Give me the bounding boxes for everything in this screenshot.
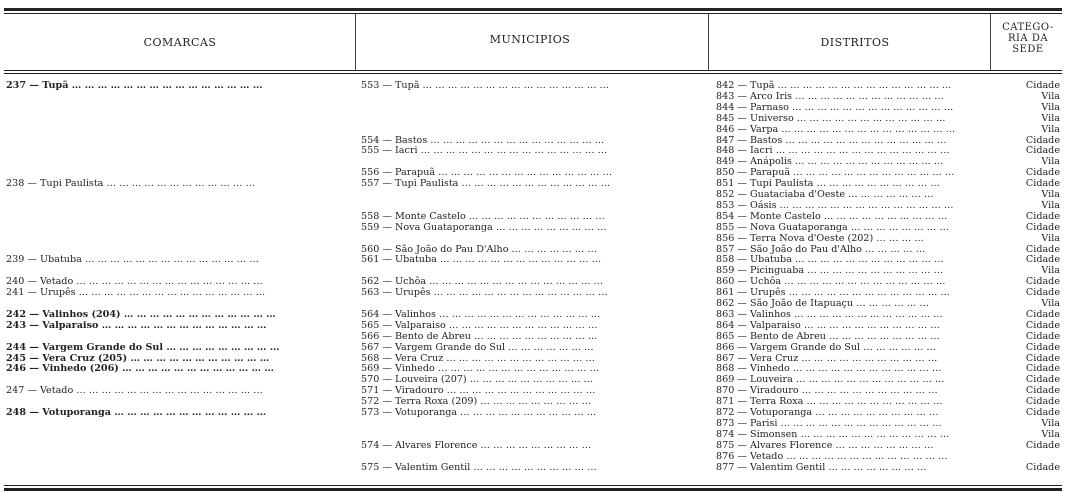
header-rule-2 <box>4 73 1062 74</box>
comarca-entry: 241 — Urupês … … … … … … … … … … … … … … … <box>6 287 266 299</box>
categoria-value: Cidade <box>1025 210 1060 222</box>
comarca-entry: 247 — Vetado … … … … … … … … … … … … … … … <box>6 385 263 397</box>
categoria-value: Cidade <box>1025 439 1060 451</box>
comarca-entry: 242 — Valinhos (204) … … … … … … … … … … … … <box>6 308 276 320</box>
distrito-entry: 862 — São João de Itapuaçu … … … … … … <box>716 298 929 309</box>
header-categoria-line-3: SEDE <box>1012 44 1044 55</box>
categoria-value: Cidade <box>1025 319 1060 331</box>
categoria-value: Cidade <box>1025 167 1060 179</box>
comarca-entry: 243 — Valparaiso … … … … … … … … … … … … … <box>6 319 267 331</box>
comarca-entry: 248 — Votuporanga … … … … … … … … … … … … <box>6 407 267 418</box>
distrito-entry: 877 — Valentim Gentil … … … … … … … … <box>716 461 927 473</box>
municipio-entry: 571 — Viradouro … … … … … … … … … … … … <box>361 385 596 397</box>
distrito-entry: 854 — Monte Castelo … … … … … … … … … … <box>716 210 948 222</box>
distrito-entry: 844 — Parnaso … … … … … … … … … … … … … <box>716 101 954 113</box>
categoria-value: Cidade <box>1025 254 1060 266</box>
municipio-entry: 557 — Tupi Paulista … … … … … … … … … … … … <box>361 178 611 190</box>
distrito-entry: 845 — Universo … … … … … … … … … … … … <box>716 112 946 124</box>
comarca-entry: 237 — Tupã … … … … … … … … … … … … … … … <box>6 80 263 91</box>
municipio-entry: 566 — Bento de Abreu … … … … … … … … … … <box>361 330 598 342</box>
header-comarcas: COMARCAS <box>143 36 217 49</box>
distrito-entry: 865 — Bento de Abreu … … … … … … … … … <box>716 330 940 342</box>
categoria-value: Cidade <box>1025 385 1060 397</box>
distrito-entry: 861 — Urupês … … … … … … … … … … … … … <box>716 287 950 299</box>
municipio-entry: 567 — Vargem Grande do Sul … … … … … … … <box>361 341 594 353</box>
municipio-entry: 574 — Alvares Florence … … … … … … … … … <box>361 439 592 451</box>
municipio-entry: 569 — Vinhedo … … … … … … … … … … … … … <box>361 363 600 375</box>
categoria-value: Cidade <box>1025 80 1060 91</box>
municipio-entry: 559 — Nova Guataporanga … … … … … … … … … <box>361 221 607 233</box>
top-rule-thick <box>4 8 1062 11</box>
distrito-entry: 857 — São João do Pau d'Alho … … … … … <box>716 243 926 255</box>
distrito-entry: 870 — Viradouro … … … … … … … … … … … <box>716 385 938 397</box>
municipio-entry: 565 — Valparaiso … … … … … … … … … … … … <box>361 319 598 331</box>
categoria-value: Vila <box>1041 428 1060 440</box>
municipio-entry: 563 — Urupês … … … … … … … … … … … … … … <box>361 287 608 299</box>
categoria-value: Vila <box>1041 90 1060 102</box>
comarca-entry: 240 — Vetado … … … … … … … … … … … … … … … <box>6 276 263 288</box>
categoria-value: Vila <box>1041 298 1060 309</box>
municipio-entry: 570 — Louveira (207) … … … … … … … … … … <box>361 374 594 386</box>
distrito-entry: 849 — Anápolis … … … … … … … … … … … … <box>716 156 944 168</box>
distrito-entry: 856 — Terra Nova d'Oeste (202) … … … … <box>716 232 924 244</box>
distrito-entry: 860 — Uchôa … … … … … … … … … … … … … <box>716 276 946 288</box>
distrito-entry: 863 — Valinhos … … … … … … … … … … … … <box>716 308 943 320</box>
categoria-value: Cidade <box>1025 374 1060 386</box>
categoria-value: Cidade <box>1025 308 1060 320</box>
distrito-entry: 852 — Guataciaba d'Oeste … … … … … … … <box>716 189 934 200</box>
distrito-entry: 851 — Tupi Paulista … … … … … … … … … … <box>716 178 940 190</box>
distrito-entry: 868 — Vinhedo … … … … … … … … … … … … <box>716 363 942 375</box>
categoria-value: Cidade <box>1025 396 1060 408</box>
header-categoria-line-1: CATEGO- <box>1002 22 1054 33</box>
categoria-value: Cidade <box>1025 407 1060 418</box>
municipio-entry: 560 — São João do Pau D'Alho … … … … … … … <box>361 243 598 255</box>
comarca-entry: 244 — Vargem Grande do Sul … … … … … … … … … <box>6 341 280 353</box>
municipio-entry: 575 — Valentim Gentil … … … … … … … … … … <box>361 461 597 473</box>
categoria-value: Cidade <box>1025 221 1060 233</box>
distrito-entry: 843 — Arco Iris … … … … … … … … … … … … <box>716 90 944 102</box>
distrito-entry: 859 — Picinguaba … … … … … … … … … … … <box>716 265 944 277</box>
header-rule-1 <box>4 70 1062 71</box>
municipio-entry: 561 — Ubatuba … … … … … … … … … … … … … <box>361 254 602 266</box>
comarca-entry: 238 — Tupi Paulista … … … … … … … … … … … … <box>6 178 256 190</box>
municipio-entry: 572 — Terra Roxa (209) … … … … … … … … … <box>361 396 592 408</box>
categoria-value: Cidade <box>1025 178 1060 190</box>
header-municipios: MUNICIPIOS <box>489 33 571 46</box>
categoria-value: Vila <box>1041 112 1060 124</box>
municipio-entry: 558 — Monte Castelo … … … … … … … … … … … <box>361 210 605 222</box>
municipio-entry: 553 — Tupã … … … … … … … … … … … … … … … <box>361 80 610 91</box>
categoria-value: Cidade <box>1025 341 1060 353</box>
municipio-entry: 573 — Votuporanga … … … … … … … … … … … <box>361 407 597 418</box>
distrito-entry: 871 — Terra Roxa … … … … … … … … … … … <box>716 396 943 408</box>
distrito-entry: 864 — Valparaiso … … … … … … … … … … … <box>716 319 940 331</box>
municipio-entry: 564 — Valinhos … … … … … … … … … … … … … <box>361 308 601 320</box>
distrito-entry: 874 — Simonsen … … … … … … … … … … … … <box>716 428 950 440</box>
header-divider-3 <box>990 14 991 70</box>
distrito-entry: 858 — Ubatuba … … … … … … … … … … … … <box>716 254 944 266</box>
municipio-entry: 562 — Uchôa … … … … … … … … … … … … … … <box>361 276 604 288</box>
categoria-value: Cidade <box>1025 461 1060 473</box>
distrito-entry: 848 — Iacri … … … … … … … … … … … … … … <box>716 145 950 157</box>
categoria-value: Vila <box>1041 232 1060 244</box>
categoria-value: Vila <box>1041 199 1060 211</box>
categoria-value: Vila <box>1041 417 1060 429</box>
categoria-value: Cidade <box>1025 134 1060 146</box>
bottom-rule-thick <box>4 488 1062 491</box>
categoria-value: Cidade <box>1025 352 1060 364</box>
categoria-value: Cidade <box>1025 287 1060 299</box>
municipio-entry: 555 — Iacri … … … … … … … … … … … … … … … <box>361 145 608 157</box>
distrito-entry: 842 — Tupã … … … … … … … … … … … … … … <box>716 80 952 91</box>
comarca-entry: 239 — Ubatuba … … … … … … … … … … … … … … <box>6 254 259 266</box>
distrito-entry: 847 — Bastos … … … … … … … … … … … … … <box>716 134 947 146</box>
distrito-entry: 872 — Votuporanga … … … … … … … … … … <box>716 407 939 418</box>
header-categoria-line-2: RIA DA <box>1007 33 1049 44</box>
comarca-entry: 246 — Vinhedo (206) … … … … … … … … … … … … <box>6 363 275 375</box>
distrito-entry: 866 — Vargem Grande do Sul … … … … … … <box>716 341 936 353</box>
top-rule-thin <box>4 13 1062 14</box>
distrito-entry: 869 — Louveira … … … … … … … … … … … … <box>716 374 945 386</box>
header-categoria <box>994 22 1062 55</box>
distrito-entry: 867 — Vera Cruz … … … … … … … … … … … <box>716 352 938 364</box>
categoria-value: Vila <box>1041 189 1060 200</box>
categoria-value: Vila <box>1041 123 1060 135</box>
categoria-value: Cidade <box>1025 145 1060 157</box>
categoria-value: Vila <box>1041 156 1060 168</box>
distrito-entry: 853 — Oásis … … … … … … … … … … … … … … <box>716 199 954 211</box>
categoria-value: Cidade <box>1025 330 1060 342</box>
categoria-value: Vila <box>1041 101 1060 113</box>
distrito-entry: 875 — Alvares Florence … … … … … … … … <box>716 439 934 451</box>
distrito-entry: 873 — Parisi … … … … … … … … … … … … … <box>716 417 942 429</box>
categoria-value: Vila <box>1041 265 1060 277</box>
categoria-value: Cidade <box>1025 276 1060 288</box>
municipio-entry: 556 — Parapuã … … … … … … … … … … … … … … <box>361 167 613 179</box>
header-divider-1 <box>355 14 356 70</box>
distrito-entry: 876 — Vetado … … … … … … … … … … … … … <box>716 450 948 462</box>
distrito-entry: 850 — Parapuã … … … … … … … … … … … … … <box>716 167 955 179</box>
header-distritos: DISTRITOS <box>820 36 890 49</box>
categoria-value: Cidade <box>1025 243 1060 255</box>
comarca-entry: 245 — Vera Cruz (205) … … … … … … … … … … … <box>6 352 270 364</box>
header-divider-2 <box>708 14 709 70</box>
municipio-entry: 568 — Vera Cruz … … … … … … … … … … … … <box>361 352 595 364</box>
categoria-value: Cidade <box>1025 363 1060 375</box>
distrito-entry: 855 — Nova Guataporanga … … … … … … … … <box>716 221 949 233</box>
bottom-rule-thin <box>4 485 1062 486</box>
distrito-entry: 846 — Varpa … … … … … … … … … … … … … … <box>716 123 956 135</box>
municipio-entry: 554 — Bastos … … … … … … … … … … … … … … <box>361 134 605 146</box>
